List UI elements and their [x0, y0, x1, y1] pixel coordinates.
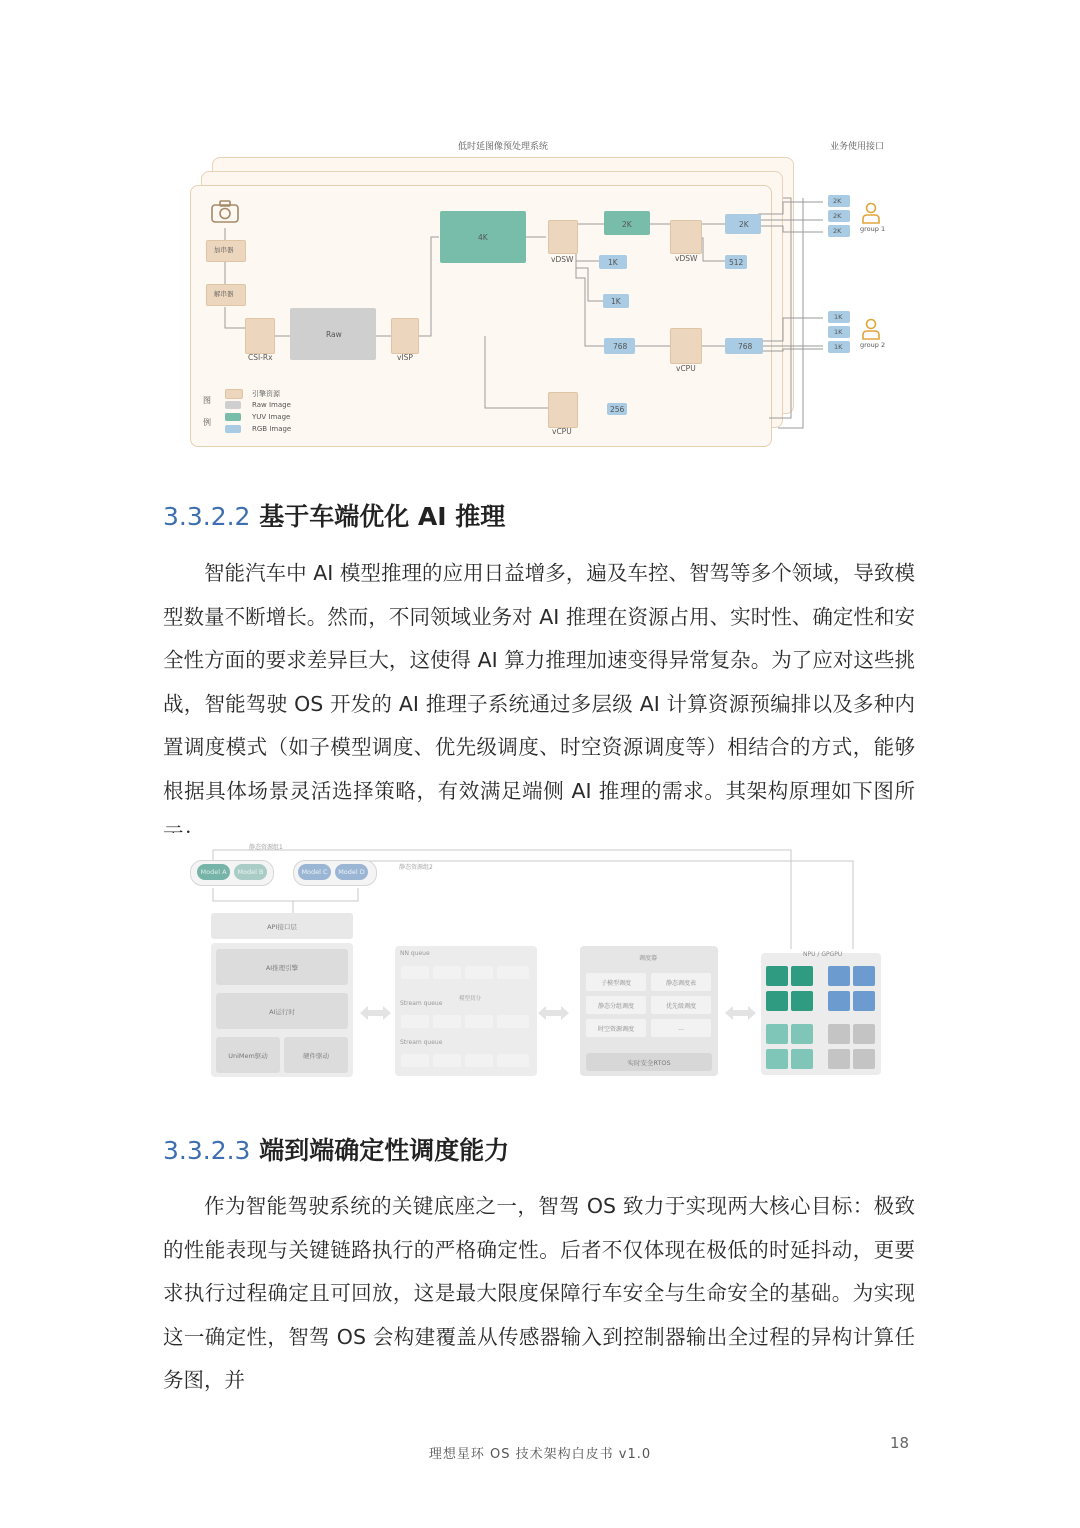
section1-paragraph: 智能汽车中 AI 模型推理的应用日益增多，遍及车控、智驾等多个领域，导致模型数量不断增长。然而，不同领域业务对 AI 推理在资源占用、实时性、确定性和安全性方面的要求差异巨大，这使得 AI 算力推理加速变得异常复杂。为了应对这些挑战，智能驾驶 OS 开发的 AI 推理子系统通过多层级 AI 计算资源预编排以及多种内置调度模式（如子模型调度、优先级调度、时空资源调度等）相结合的方式，能够根据具体场景灵活选择策略，有效满足端侧 AI 推理的需求。其架构原理如下图所 — [163, 561, 915, 803]
static-group-2-label: 静态资源组2 — [399, 864, 433, 871]
model-d: Model D — [335, 864, 368, 880]
nn-slot-4 — [497, 966, 529, 979]
sched-submodel: 子模型调度 — [586, 973, 646, 991]
nn-queue-label: NN queue — [400, 950, 430, 957]
rgb-256-label: 256 — [610, 405, 625, 414]
model-b: Model B — [234, 864, 267, 880]
model-a: Model A — [197, 864, 230, 880]
legend-title-1: 图 — [203, 396, 211, 405]
sq2-slot-3 — [465, 1054, 493, 1067]
group2-label: group 2 — [860, 341, 886, 349]
legend-raw: Raw Image — [252, 401, 291, 409]
hardware-driver: 硬件驱动 — [284, 1037, 348, 1073]
section-heading-3-3-2-2 — [163, 497, 505, 533]
npu-cell — [791, 1024, 813, 1044]
serializer-label: 加串器 — [214, 246, 234, 254]
npu-cell — [853, 1024, 875, 1044]
scheduler-label: 调度器 — [639, 955, 658, 962]
legend-rgb: RGB Image — [252, 425, 292, 433]
sq2-slot-2 — [433, 1054, 461, 1067]
static-group-1-label: 静态资源组1 — [249, 844, 283, 851]
npu-cell — [828, 966, 850, 986]
figure-image-preprocessing — [163, 128, 915, 458]
section-number: 3.3.2.3 — [163, 1136, 251, 1165]
vcpu2-box — [548, 392, 578, 428]
npu-cell — [828, 991, 850, 1011]
nn-slot-1 — [401, 966, 429, 979]
legend-title-2: 例 — [203, 418, 211, 427]
sq2-slot-1 — [401, 1054, 429, 1067]
nn-slot-3 — [465, 966, 493, 979]
vdsw1-label: vDSW — [551, 255, 574, 264]
vcpu1-box — [670, 328, 702, 364]
raw-label: Raw — [326, 330, 342, 339]
camera-icon — [210, 200, 240, 224]
rgb-1k-b-label: 1K — [611, 297, 621, 306]
section2-paragraph: 作为智能驾驶系统的关键底座之一，智驾 OS 致力于实现两大核心目标：极致的性能表现与关键链路执行的严格确定性。后者不仅体现在极低的时延抖动，更要求执行过程确定且可回放，这是最大限度保障行车安全与生命安全的基础。为实现这一确定性，智驾 OS 会构建覆盖从传感器输入到控制器输出全过程的异构计算任务图，并 — [163, 1194, 915, 1393]
g2-1k-3-label: 1K — [834, 343, 843, 351]
npu-cell — [766, 966, 788, 986]
npu-cell — [828, 1024, 850, 1044]
sq1-slot-1 — [401, 1015, 429, 1028]
sq1-slot-2 — [433, 1015, 461, 1028]
g1-2k-2-label: 2K — [833, 212, 842, 220]
npu-cell — [766, 1049, 788, 1069]
rgb-1k-a-label: 1K — [608, 258, 618, 267]
g1-2k-3-label: 2K — [833, 227, 842, 235]
rgb-2k-label: 2K — [739, 220, 749, 229]
sched-static-group: 静态分组调度 — [586, 996, 646, 1014]
sq2-slot-4 — [497, 1054, 529, 1067]
legend-engine: 引擎资源 — [252, 390, 280, 398]
legend-swatch-rgb — [225, 425, 241, 433]
legend-swatch-yuv — [225, 413, 241, 421]
vdsw2-box — [670, 220, 702, 254]
vdsw2-label: vDSW — [675, 254, 698, 263]
npu-cell — [791, 1049, 813, 1069]
section-title: 基于车端优化 AI 推理 — [259, 502, 506, 531]
sched-more: ... — [651, 1019, 711, 1037]
unimem-driver: UniMem驱动 — [216, 1037, 280, 1073]
rtos: 实时安全RTOS — [586, 1053, 712, 1071]
section-number: 3.3.2.2 — [163, 502, 251, 531]
sched-priority: 优先级调度 — [651, 996, 711, 1014]
rgb-768-b-label: 768 — [738, 342, 753, 351]
sq1-slot-3 — [465, 1015, 493, 1028]
person-icon-group1 — [861, 202, 881, 224]
sched-static-table: 静态调度表 — [651, 973, 711, 991]
figure1-title: 低时延图像预处理系统 — [458, 142, 549, 152]
api-layer: API接口层 — [211, 913, 353, 939]
section-title: 端到端确定性调度能力 — [259, 1136, 510, 1165]
isp-box — [391, 318, 419, 354]
section-heading-3-3-2-3 — [163, 1131, 509, 1167]
group1-label: group 1 — [860, 225, 886, 233]
npu-grid — [766, 966, 878, 1070]
figure-ai-inference-architecture — [163, 833, 915, 1083]
person-icon-group2 — [861, 318, 881, 340]
npu-cell — [853, 966, 875, 986]
legend-yuv: YUV Image — [252, 413, 291, 421]
npu-label: NPU / GPGPU — [803, 951, 843, 958]
footer-title: 理想星环 OS 技术架构白皮书 v1.0 — [428, 1447, 652, 1462]
npu-cell — [791, 966, 813, 986]
figure1-interface-title: 业务使用接口 — [830, 142, 885, 152]
sq1-slot-4 — [497, 1015, 529, 1028]
yuv-4k-label: 4K — [478, 233, 488, 242]
npu-cell — [791, 991, 813, 1011]
npu-cell — [766, 1024, 788, 1044]
sched-timespace: 时空资源调度 — [586, 1019, 646, 1037]
ai-engine: AI推理引擎 — [216, 949, 348, 985]
vdsw1-box — [548, 220, 578, 254]
page-number: 18 — [890, 1434, 910, 1452]
deserializer-label: 解串器 — [214, 290, 234, 298]
legend-swatch-engine — [225, 389, 243, 399]
npu-cell — [853, 1049, 875, 1069]
csirx-label: CSI-Rx — [248, 353, 273, 362]
isp-label: vISP — [397, 353, 413, 362]
npu-cell — [853, 991, 875, 1011]
nn-slot-2 — [433, 966, 461, 979]
submodel-split-label: 模型切分 — [459, 996, 482, 1002]
g2-1k-1-label: 1K — [834, 313, 843, 321]
model-c: Model C — [298, 864, 331, 880]
rgb-768-a-label: 768 — [613, 342, 628, 351]
vcpu1-label: vCPU — [676, 364, 696, 373]
stream-queue-1-label: Stream queue — [400, 1000, 443, 1007]
g2-1k-2-label: 1K — [834, 328, 843, 336]
csirx-box — [245, 318, 275, 354]
vcpu2-label: vCPU — [552, 427, 572, 436]
rgb-512-label: 512 — [729, 258, 744, 267]
npu-cell — [828, 1049, 850, 1069]
legend-swatch-raw — [225, 401, 241, 409]
g1-2k-1-label: 2K — [833, 197, 842, 205]
stream-queue-2-label: Stream queue — [400, 1039, 443, 1046]
yuv-2k-label: 2K — [622, 220, 632, 229]
npu-cell — [766, 991, 788, 1011]
ai-runtime: AI运行时 — [216, 993, 348, 1029]
